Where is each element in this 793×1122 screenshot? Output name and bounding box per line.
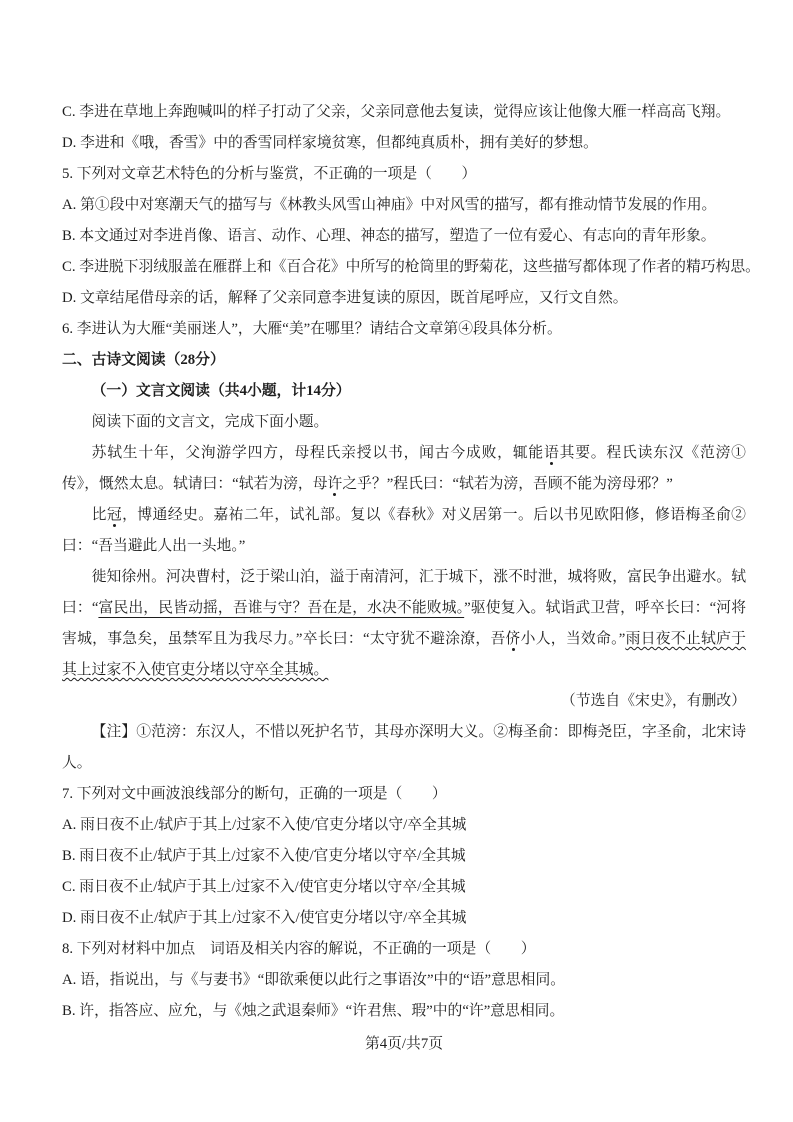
exam-page-content — [62, 97, 760, 1060]
emphasized-char-guan: 冠 — [106, 507, 123, 523]
passage-text: 比 — [91, 507, 107, 523]
q7-option-b: B. 雨日夜不止/轼庐于其上/过家不入使/官吏分堵以守卒/全其城 — [62, 848, 466, 864]
passage-text: 其要。程氏读东汉《范滂①传》，慨然太息。轼请曰：“轼若为滂，母 — [62, 445, 746, 492]
section-subheading: （一）文言文阅读（共4小题，计14分） — [91, 383, 351, 399]
wavy-underlined-clause: 雨日夜不止轼庐于其上过家不入使官吏分堵以守卒全其城。 — [62, 631, 746, 678]
q4-option-c: C. 李进在草地上奔跑喊叫的样子打动了父亲，父亲同意他去复读，觉得应该让他像大雁一样高高飞翔。 — [62, 104, 731, 120]
page-number: 第4页/共7页 — [364, 1036, 444, 1052]
source-attribution: （节选自《宋史》，有删改） — [561, 693, 746, 709]
q4-option-d: D. 李进和《哦，香雪》中的香雪同样家境贫寒，但都纯真质朴，拥有美好的梦想。 — [62, 135, 598, 151]
q7-option-c: C. 雨日夜不止/轼庐于其上/过家不入/使官吏分堵以守卒/全其城 — [62, 879, 466, 895]
emphasized-char-chai: 侪 — [505, 631, 521, 647]
emphasized-char-yu: 语 — [543, 445, 560, 461]
passage-text: 徙知徐州。河决曹村，泛于梁山泊，溢于南清河，汇于城下，涨不时泄，城将败，富民争出避水。轼曰：“ — [62, 569, 746, 616]
passage-text: ，博通经史。嘉祐二年，试礼部。复以《春秋》对义居第一。后以书见欧阳修，修语梅圣俞②曰：“吾当避此人出一头地。” — [62, 507, 746, 554]
q5-option-a: A. 第①段中对寒潮天气的描写与《林教头风雪山神庙》中对风雪的描写，都有推动情节发展的作用。 — [62, 197, 717, 213]
section-heading: 二、古诗文阅读（28分） — [62, 352, 225, 368]
underlined-clause: 富民出，民皆动摇，吾谁与守？吾在是，水决不能败城。 — [98, 600, 465, 616]
q8-option-b: B. 许，指答应、应允，与《烛之武退秦师》“许君焦、瑕”中的“许”意思相同。 — [62, 1003, 565, 1019]
passage-text: ”驱使复入。轼诣武卫营，呼卒长曰：“河将害城，事急矣，虽禁军且为我尽力。”卒长曰：“太守犹不避涂潦，吾 — [62, 600, 747, 647]
q7-stem: 7. 下列对文中画波浪线部分的断句，正确的一项是（ ） — [62, 786, 447, 802]
passage-paragraph-3 — [62, 562, 746, 686]
q5-option-b: B. 本文通过对李进肖像、语言、动作、心理、神态的描写，塑造了一位有爱心、有志向的青年形象。 — [62, 228, 716, 244]
passage-paragraph-1 — [62, 438, 746, 500]
q8-option-a: A. 语，指说出，与《与妻书》“即欲乘便以此行之事语汝”中的“语”意思相同。 — [62, 972, 566, 988]
emphasized-char-xu: 许 — [327, 476, 343, 492]
q5-stem: 5. 下列对文章艺术特色的分析与鉴赏，不正确的一项是（ ） — [62, 166, 477, 182]
passage-intro: 阅读下面的文言文，完成下面小题。 — [91, 414, 329, 430]
passage-note: 【注】①范滂：东汉人，不惜以死护名节，其母亦深明大义。②梅圣俞：即梅尧臣，字圣俞，北宋诗人。 — [62, 724, 746, 771]
passage-text: 之乎？”程氏曰：“轼若为滂，吾顾不能为滂母邪？” — [342, 476, 673, 492]
passage-paragraph-2 — [62, 500, 746, 562]
passage-text: 苏轼生十年，父洵游学四方，母程氏亲授以书，闻古今成败，辄能 — [91, 445, 544, 461]
passage-text: 小人，当效命。” — [520, 631, 626, 647]
q8-stem: 8. 下列对材料中加点 词语及相关内容的解说，不正确的一项是（ ） — [62, 941, 536, 957]
q7-option-d: D. 雨日夜不止/轼庐于其上/过家不入/使官吏分堵以守/卒全其城 — [62, 910, 467, 926]
q5-option-c: C. 李进脱下羽绒服盖在雁群上和《百合花》中所写的枪筒里的野菊花，这些描写都体现了作者的精巧构思。 — [62, 259, 760, 275]
q6-stem: 6. 李进认为大雁“美丽迷人”，大雁“美”在哪里？请结合文章第④段具体分析。 — [62, 321, 562, 337]
q7-option-a: A. 雨日夜不止/轼庐于其上/过家不入使/官吏分堵以守/卒全其城 — [62, 817, 467, 833]
q5-option-d: D. 文章结尾借母亲的话，解释了父亲同意李进复读的原因，既首尾呼应，又行文自然。 — [62, 290, 628, 306]
